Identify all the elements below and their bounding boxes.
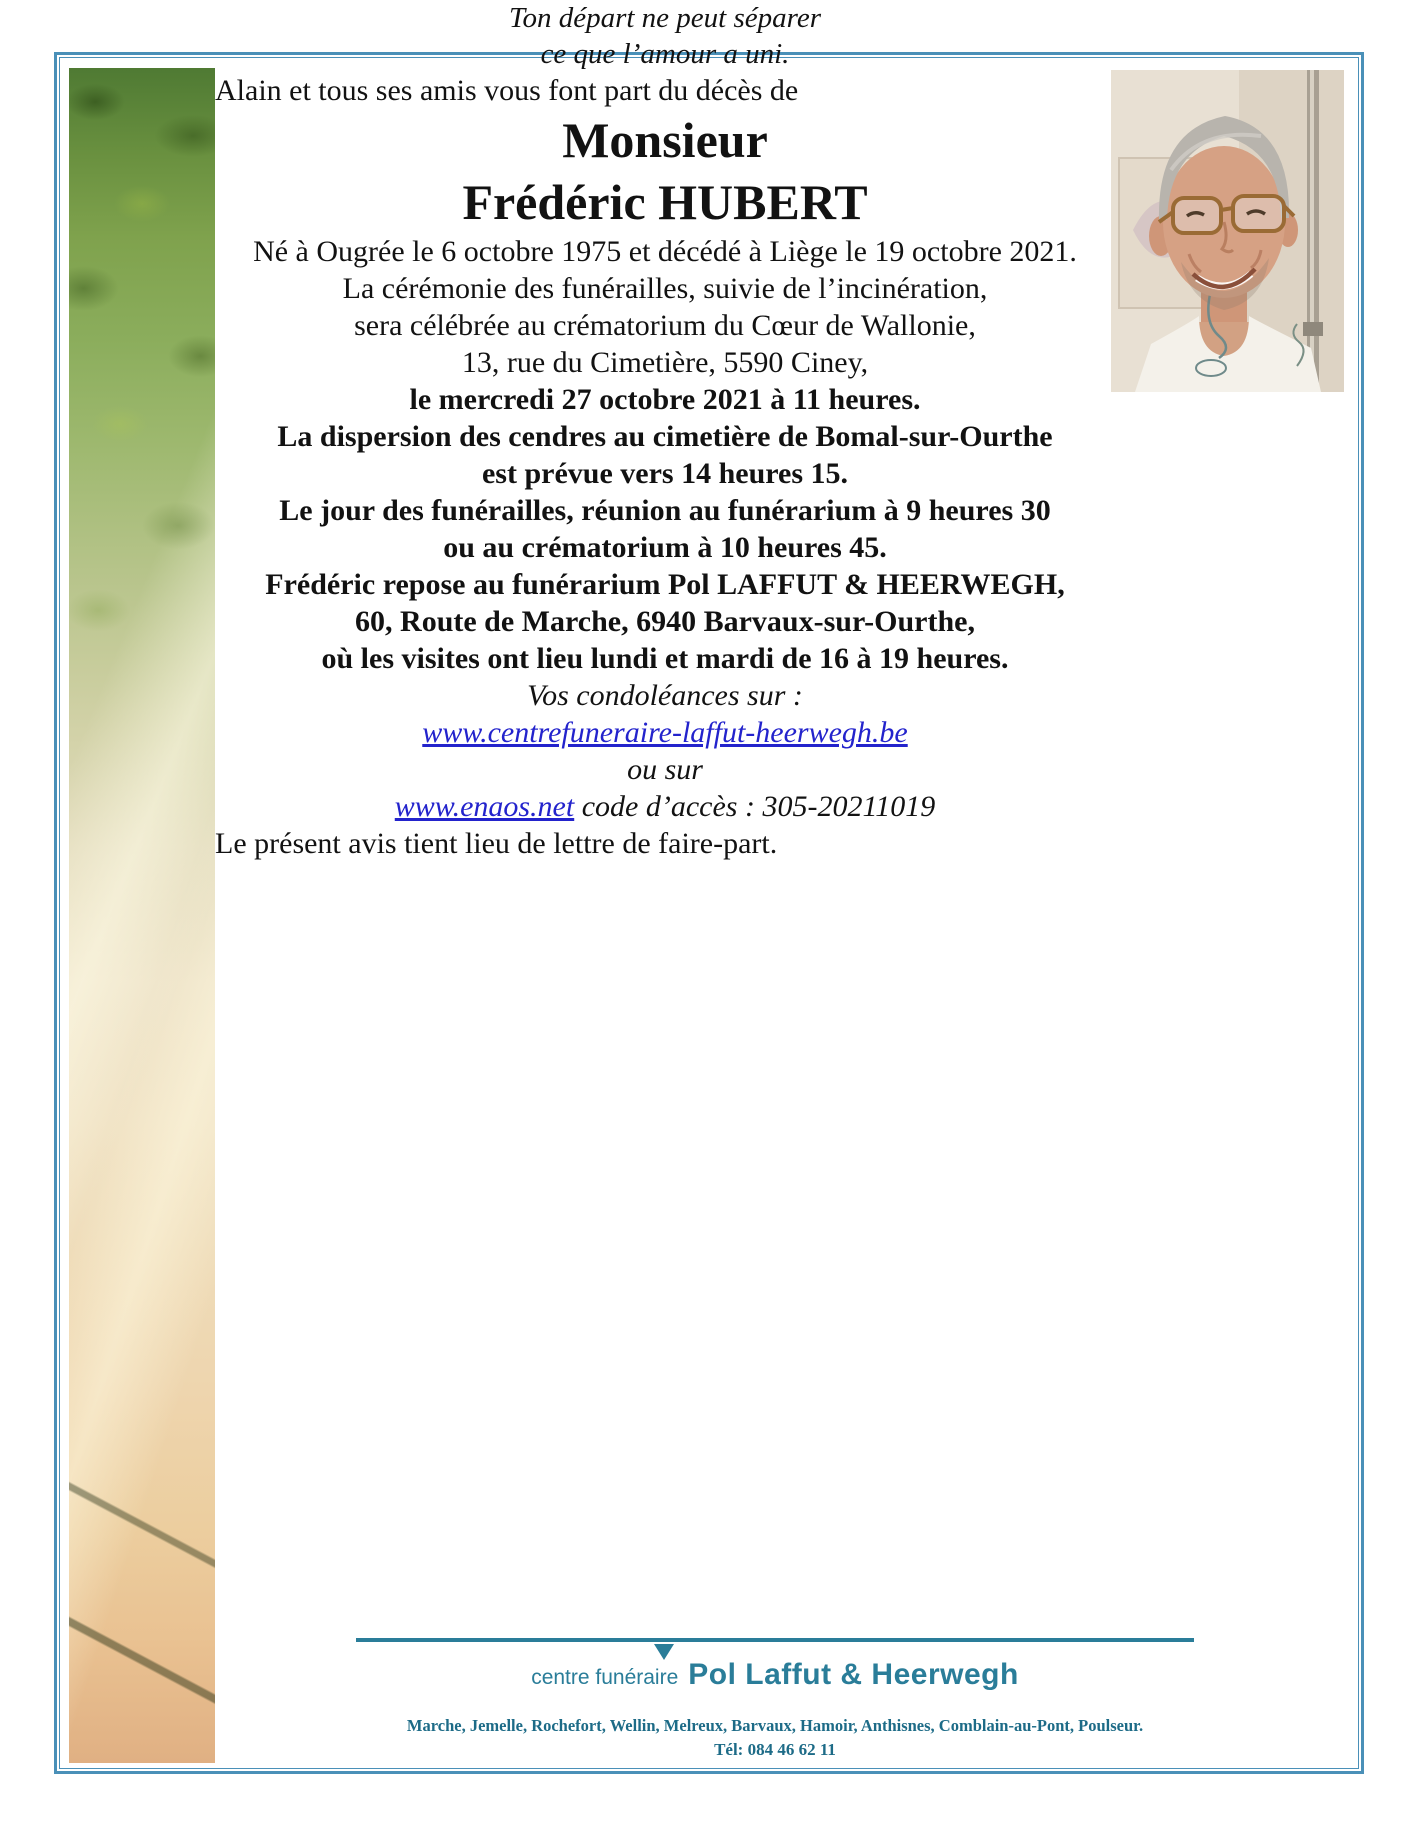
portrait-illustration	[1111, 70, 1344, 392]
ceremony-paragraph	[215, 270, 1115, 418]
announcement-body	[215, 0, 1115, 862]
funerarium-visits-paragraph	[215, 566, 1115, 677]
funeral-day-meeting-paragraph	[215, 492, 1115, 566]
ceremony-line1: La cérémonie des funérailles, suivie de l’incinération,	[342, 272, 988, 305]
condolences-access-code: code d’accès : 305-20211019	[581, 790, 936, 823]
epitaph-quote	[215, 0, 1115, 72]
funeral-home-prefix: centre funéraire	[531, 1666, 679, 1689]
reunion-line2: ou au crématorium à 10 heures 45.	[443, 531, 887, 564]
ceremony-line3: 13, rue du Cimetière, 5590 Ciney,	[461, 346, 869, 379]
epitaph-quote-line2: ce que l’amour a uni.	[540, 38, 790, 70]
dispersion-line2: est prévue vers 14 heures 15.	[481, 457, 849, 490]
announcement-line: Alain et tous ses amis vous font part du décès de	[215, 74, 799, 107]
repose-line1: Frédéric repose au funérarium Pol LAFFUT & HEERWEGH,	[265, 568, 1065, 601]
deceased-name-title	[215, 109, 1115, 233]
condolences-link-enaos[interactable]: www.enaos.net	[394, 790, 575, 823]
condolences-link-centrefuneraire[interactable]: www.centrefuneraire-laffut-heerwegh.be	[422, 716, 908, 749]
forest-path-photo	[69, 68, 215, 1763]
deceased-name: Frédéric HUBERT	[462, 174, 868, 230]
dispersion-line1: La dispersion des cendres au cimetière de Bomal-sur-Ourthe	[277, 420, 1053, 453]
funeral-home-phone: Tél: 084 46 62 11	[714, 1740, 836, 1759]
epitaph-quote-line1: Ton départ ne peut séparer	[508, 2, 821, 34]
footer-divider-line	[356, 1638, 1194, 1642]
condolences-or: ou sur	[627, 753, 703, 786]
ceremony-date-line: le mercredi 27 octobre 2021 à 11 heures.	[409, 383, 921, 416]
condolences-intro: Vos condoléances sur :	[527, 679, 803, 712]
reunion-line1: Le jour des funérailles, réunion au funérarium à 9 heures 30	[279, 494, 1051, 527]
repose-line3: où les visites ont lieu lundi et mardi de 16 à 19 heures.	[321, 642, 1009, 675]
funeral-home-logo	[356, 1658, 1194, 1692]
birth-death-line: Né à Ougrée le 6 octobre 1975 et décédé à Liège le 19 octobre 2021.	[253, 235, 1077, 268]
portrait-photo	[1111, 70, 1344, 392]
faire-part-notice: Le présent avis tient lieu de lettre de faire-part.	[215, 827, 778, 860]
funeral-home-locations: Marche, Jemelle, Rochefort, Wellin, Melreux, Barvaux, Hamoir, Anthisnes, Comblain-au-Pont, Poulseur.	[406, 1716, 1144, 1735]
repose-line2: 60, Route de Marche, 6940 Barvaux-sur-Ourthe,	[355, 605, 975, 638]
ashes-dispersion-paragraph	[215, 418, 1115, 492]
condolences-paragraph	[215, 677, 1115, 825]
funeral-home-name: Pol Laffut & Heerwegh	[688, 1658, 1019, 1691]
ceremony-line2: sera célébrée au crématorium du Cœur de Wallonie,	[354, 309, 976, 342]
deceased-title: Monsieur	[562, 112, 768, 168]
